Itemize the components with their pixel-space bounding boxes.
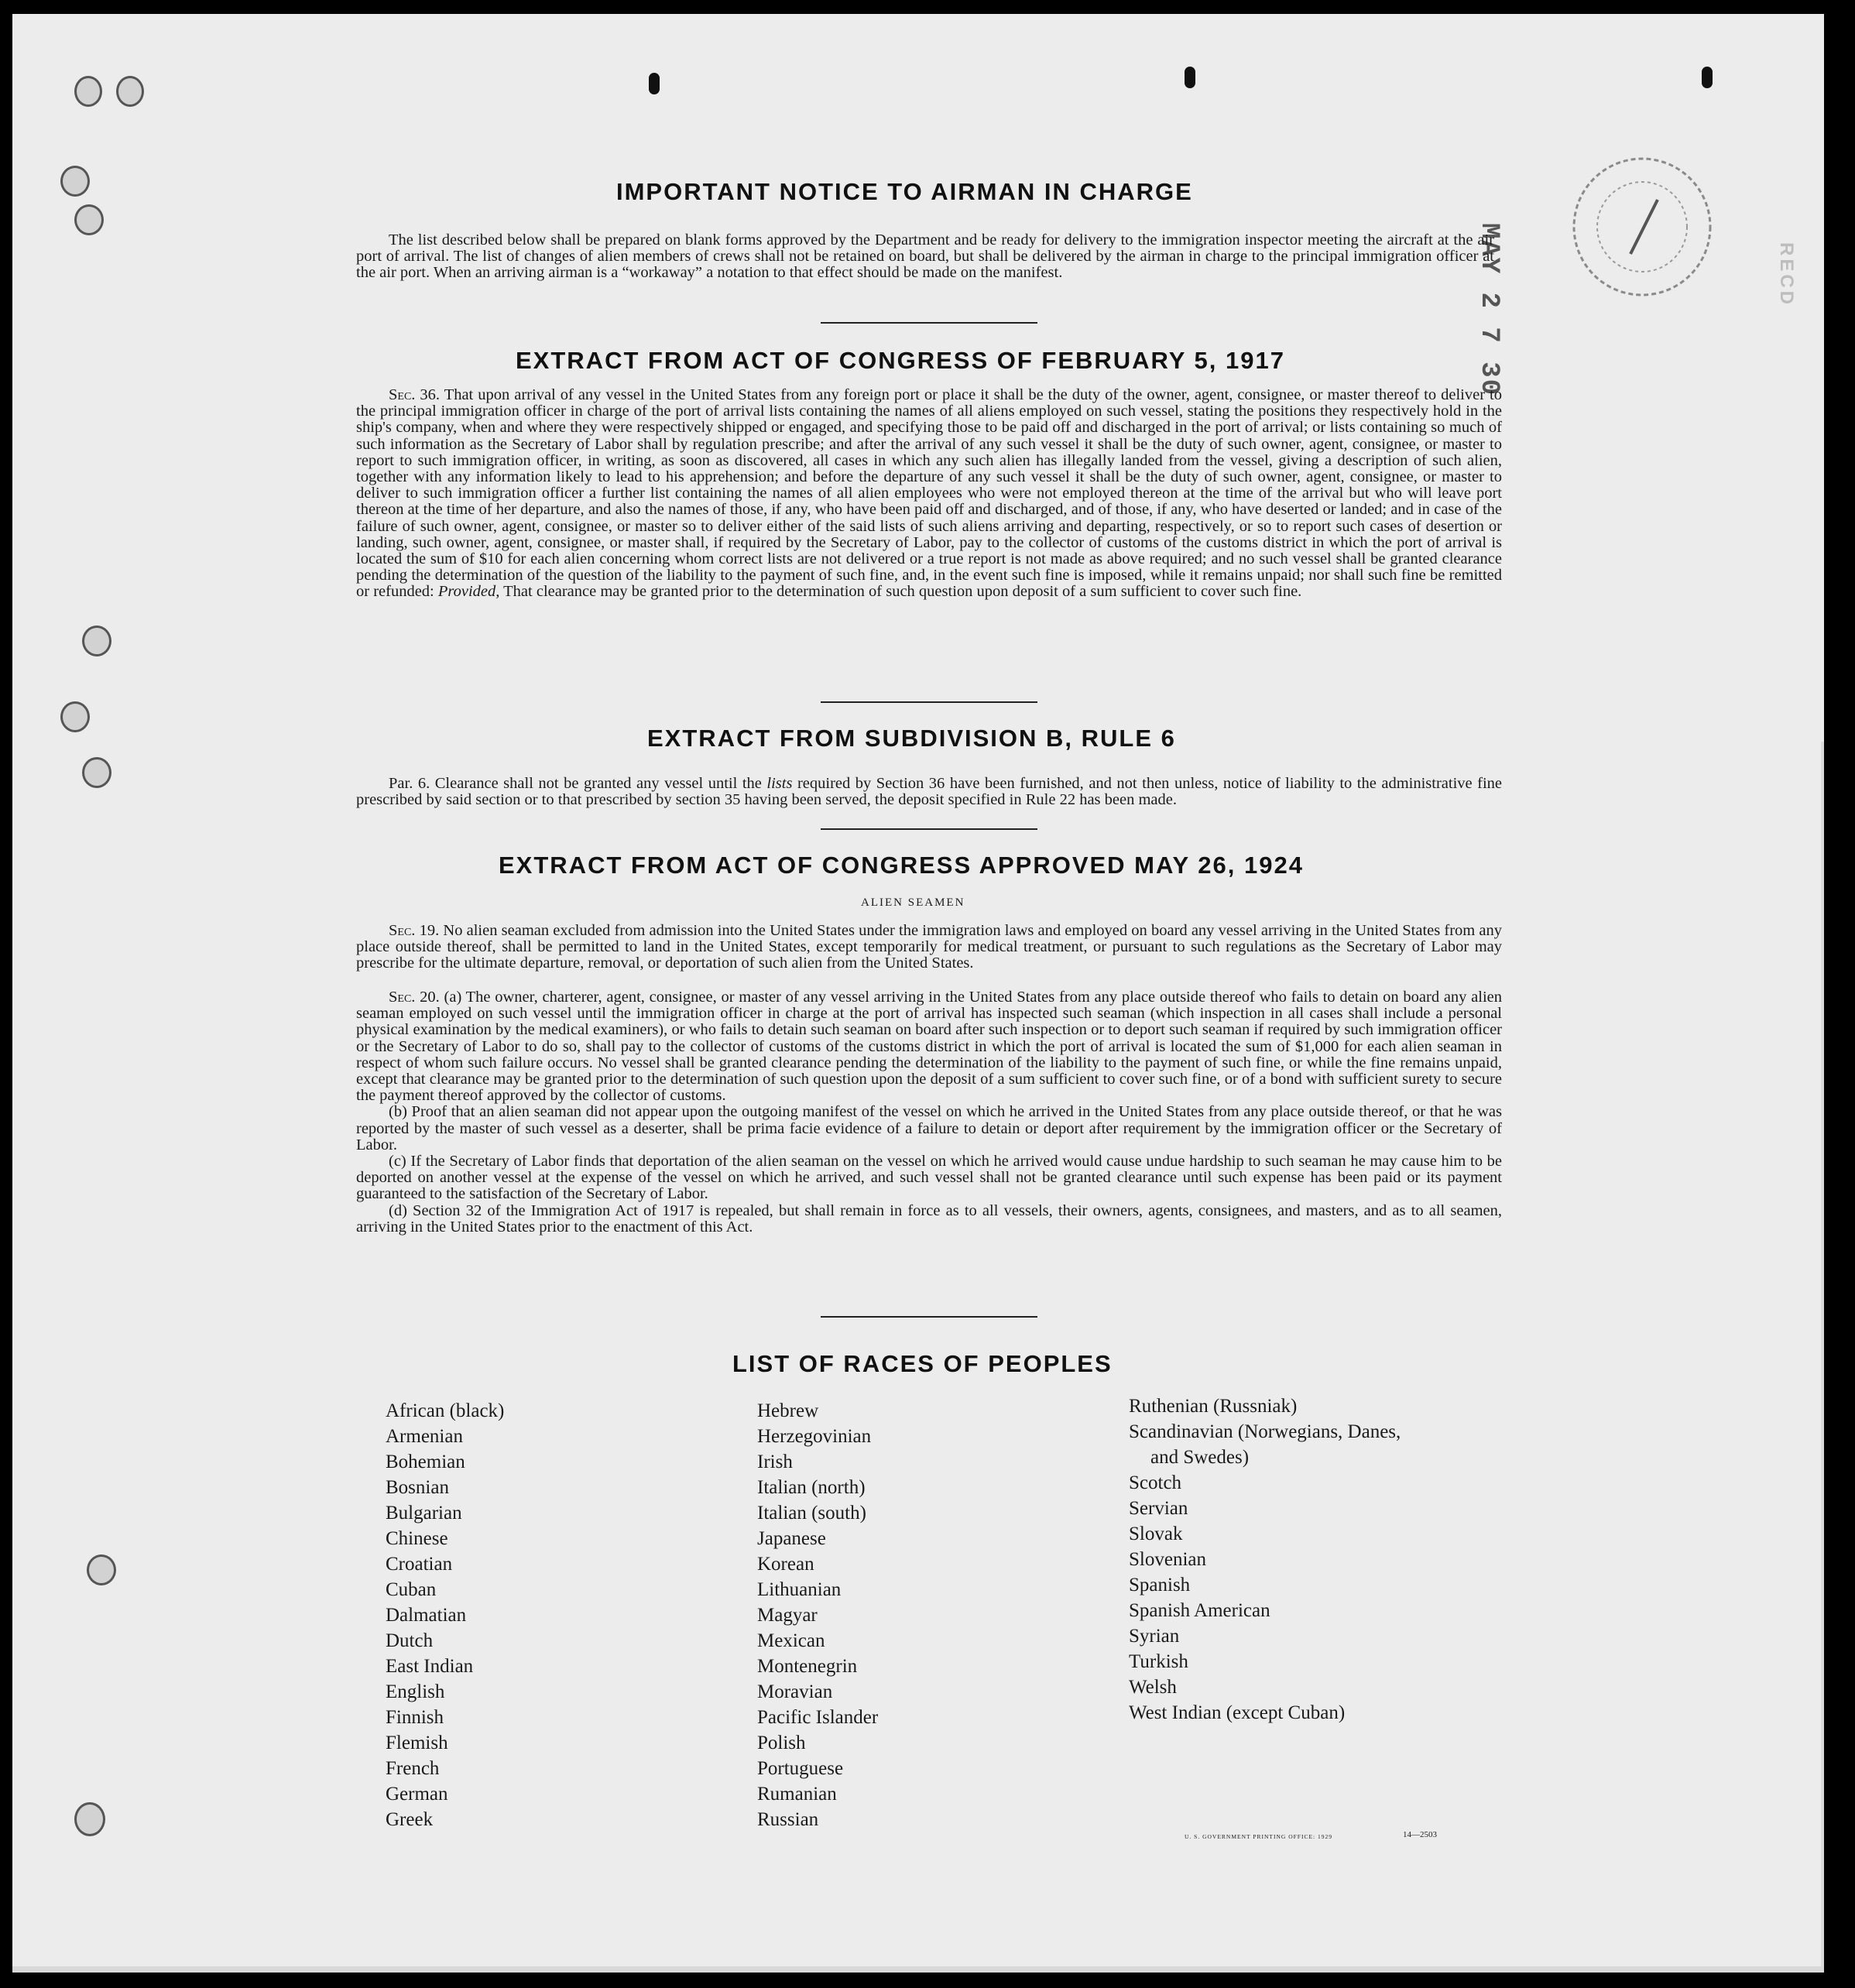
list-item: Dalmatian [386,1605,467,1626]
races-column-1 [386,1398,504,1832]
punch-hole [74,1802,105,1836]
list-item: Polish [757,1733,806,1753]
list-item: Russian [757,1809,819,1830]
list-item: Armenian [386,1426,463,1447]
list-item: Hebrew [757,1400,819,1421]
punch-hole [60,701,90,732]
list-item: Portuguese [757,1758,844,1779]
divider [821,322,1037,324]
list-item: Chinese [386,1528,448,1549]
rule-6-title: EXTRACT FROM SUBDIVISION B, RULE 6 [647,725,1176,752]
notice-body: The list described below shall be prepared on blank forms approved by the Department and be ready for delivery to the immigration inspector meeting the aircraft at the air port of arrival. The list of changes of alien members of crews shall not be retained on board, but shall be delivered by the airman in charge to the principal immigration officer at the air port. When an arriving airman is a “workaway” a notation to that effect should be made on the manifest. [356,231,1494,282]
sec-20-b: (b) Proof that an alien seaman did not appear upon the outgoing manifest of the vessel on which he arrived in the United States from any place outside thereof, or that he was reported by the master of such vessel as a deserter, shall be prima facie evidence of a failure to detain or deport after requirement by the immigration officer or the Secretary of Labor. [356,1103,1502,1153]
list-item: Finnish [386,1707,444,1728]
list-item: German [386,1784,448,1805]
punch-hole [1185,67,1195,88]
circular-stamp-icon [1569,153,1716,300]
list-item: Croatian [386,1554,453,1575]
list-item: Spanish American [1129,1600,1270,1621]
list-item: Slovenian [1129,1549,1206,1570]
list-item: Pacific Islander [757,1707,879,1728]
list-item: Rumanian [757,1784,837,1805]
recd-stamp: RECD [1776,242,1797,308]
list-item: Welsh [1129,1677,1177,1698]
printing-office-imprint: U. S. GOVERNMENT PRINTING OFFICE: 1929 [1185,1833,1332,1840]
date-stamp: MAY 2 7 30 [1474,223,1504,397]
punch-hole [82,757,111,788]
act-1924-title: EXTRACT FROM ACT OF CONGRESS APPROVED MAY 26, 1924 [499,852,1304,879]
list-item: Servian [1129,1498,1188,1519]
document-page [12,14,1824,1973]
list-item: African (black) [386,1400,505,1421]
rule-6-body: Par. 6. Clearance shall not be granted any vessel until the lists required by Section 36 have been furnished, and not then unless, notice of liability to the administrative fine prescribed by said section or to that prescribed by section 35 having been served, the deposit specified in Rule 22 has been made. [356,775,1503,809]
list-item: Syrian [1129,1626,1180,1647]
form-number: 14—2503 [1403,1830,1437,1839]
list-item: English [386,1681,445,1702]
punch-hole [60,166,90,197]
page-edge [12,1966,1824,1973]
races-column-3 [1129,1393,1401,1726]
list-item: Slovak [1129,1524,1183,1544]
list-item: Lithuanian [757,1579,842,1600]
sec-36-body: Sec. 36. That upon arrival of any vessel in the United States from any foreign port or place it shall be the duty of the owner, agent, consignee, or master thereof to deliver to the principal immigration officer in charge of the port of arrival lists containing the names of all aliens employed on such vessel, stating the positions they respectively hold in the ship's company, when and where they were respectively shipped or engaged, and specifying those to be paid off and discharged in the port of arrival; or lists containing so much of such information as the Secretary of Labor shall by regulation prescribe; and after the arrival of any such vessel it shall be the duty of such owner, agent, consignee, or master to report to such immigration officer, in writing, as soon as discovered, all cases in which any such alien has illegally landed from the vessel, giving a description of such alien, together with any information likely to lead to his apprehension; and before the departure of any such vessel it shall be the duty of such owner, agent, consignee, or master to deliver to such immigration officer a further list containing the names of all alien employees who were not employed thereon at the time of the arrival but who will leave port thereon at the time of her departure, and also the names of those, if any, who have been paid off and discharged, and of those, if any, who have deserted or landed; and in case of the failure of such owner, agent, consignee, or master so to deliver either of the said lists of such aliens arriving and departing, respectively, or so to report such cases of desertion or landing, such owner, agent, consignee, or master shall, if required by the Secretary of Labor, pay to the collector of customs of the customs district in which the port of arrival is located the sum of $10 for each alien concerning whom correct lists are not delivered or a true report is not made as above required; and no such vessel shall be granted clearance pending the determination of the question of the liability to the payment of such fine, and, in the event such fine is imposed, while it remains unpaid; nor shall such fine be remitted or refunded: Provided, That clearance may be granted prior to the determination of such question upon deposit of a sum sufficient to cover such fine. [356,386,1502,601]
proviso: Provided, [437,583,500,601]
list-item: Italian (north) [757,1477,866,1498]
list-item: Bulgarian [386,1503,462,1524]
sec-36-label: Sec. 36. [389,386,441,403]
list-item: Korean [757,1554,814,1575]
divider [821,828,1037,830]
sec-20-body: Sec. 20. (a) The owner, charterer, agent, consignee, or master of any vessel arriving in the United States from any place outside thereof who fails to detain on board any alien seaman employed on such vessel until the immigration officer in charge at the port of arrival has inspected such seaman (which inspection in all cases shall include a personal physical examination by the medical examiners), or who fails to detain such seaman on board after such inspection or to deport such seaman if required by such immigration officer or the Secretary of Labor to do so, shall pay to the collector of customs of the customs district in which the port of arrival is located the sum of $1,000 for each alien seaman in respect of whom such failure occurs. No vessel shall be granted clearance pending the determination of the liability to the payment of such fine, or while the fine remains unpaid, except that clearance may be granted prior to the determination of such question upon the deposit of a sum sufficient to cover such fine, or of a bond with sufficient surety to secure the payment thereof approved by the collector of customs. (b) Proof that an alien seaman did not appear upon the outgoing manifest of the vessel on which he arrived in the United States from any place outside thereof, or that he was reported by the master of such vessel as a deserter, shall be prima facie evidence of a failure to detain or deport after requirement by the immigration officer or the Secretary of Labor. (c) If the Secretary of Labor finds that deportation of the alien seaman on the vessel on which he arrived would cause undue hardship to such seaman he may cause him to be deported on another vessel at the expense of the vessel on which he arrived, and such vessel shall not be granted clearance until such expense has been paid or its payment guaranteed to the satisfaction of the Secretary of Labor. (d) Section 32 of the Immigration Act of 1917 is repealed, but shall remain in force as to all vessels, their owners, agents, consignees, and masters, and as to all seamen, arriving in the United States prior to the enactment of this Act. [356,989,1503,1236]
sec-19-body: Sec. 19. No alien seaman excluded from admission into the United States under the immigration laws and employed on board any vessel arriving in the United States from any place outside thereof, shall be permitted to land in the United States, except temporarily for medical treatment, or pursuant to such regulations as the Secretary of Labor may prescribe for the ultimate departure, removal, or deportation of such alien from the United States. [356,922,1503,972]
punch-hole [74,76,102,107]
sec-19-label: Sec. 19. [389,922,440,939]
list-item: West Indian (except Cuban) [1129,1702,1346,1723]
sec-20-c: (c) If the Secretary of Labor finds that deportation of the alien seaman on the vessel on which he arrived would cause undue hardship to such seaman he may cause him to be deported on another vessel at the expense of the vessel on which he arrived, and such vessel shall not be granted clearance until such expense has been paid or its payment guaranteed to the satisfaction of the Secretary of Labor. [356,1153,1502,1203]
races-title: LIST OF RACES OF PEOPLES [732,1350,1113,1377]
list-item: Spanish [1129,1575,1191,1596]
immigration-stamp [1569,153,1716,300]
divider [821,701,1037,703]
list-item: Montenegrin [757,1656,858,1677]
list-item: Bosnian [386,1477,449,1498]
notice-title: IMPORTANT NOTICE TO AIRMAN IN CHARGE [616,178,1193,205]
sec-20-label: Sec. 20. [389,989,440,1006]
list-item: Moravian [757,1681,833,1702]
list-item: Herzegovinian [757,1426,872,1447]
list-item: Dutch [386,1630,434,1651]
punch-hole [116,76,144,107]
alien-seamen-subtitle: ALIEN SEAMEN [861,896,965,909]
list-item: Flemish [386,1733,448,1753]
list-item: Bohemian [386,1452,465,1472]
list-item: Mexican [757,1630,825,1651]
divider [821,1316,1037,1318]
page-edge [1821,742,1824,1973]
list-item: Japanese [757,1528,826,1549]
punch-hole [649,73,660,94]
list-item: Cuban [386,1579,437,1600]
list-item: Greek [386,1809,434,1830]
extract-1917-title: EXTRACT FROM ACT OF CONGRESS OF FEBRUARY 5, 1917 [516,347,1285,374]
list-item: Scandinavian (Norwegians, Danes, [1129,1421,1401,1442]
list-item: Turkish [1129,1651,1188,1672]
list-item: Ruthenian (Russniak) [1129,1396,1298,1417]
list-item: and Swedes) [1150,1447,1250,1468]
races-column-2 [757,1398,878,1832]
punch-hole [87,1554,116,1585]
sec-20-d: (d) Section 32 of the Immigration Act of 1917 is repealed, but shall remain in force as to all vessels, their owners, agents, consignees, and masters, and as to all seamen, arriving in the United States prior to the enactment of this Act. [356,1201,1502,1236]
list-item: Magyar [757,1605,818,1626]
list-item: Scotch [1129,1472,1182,1493]
list-item: French [386,1758,440,1779]
lists-term: lists [766,775,793,792]
punch-hole [82,626,111,656]
punch-hole [74,204,104,235]
list-item: East Indian [386,1656,474,1677]
list-item: Italian (south) [757,1503,866,1524]
list-item: Irish [757,1452,793,1472]
punch-hole [1702,67,1713,88]
